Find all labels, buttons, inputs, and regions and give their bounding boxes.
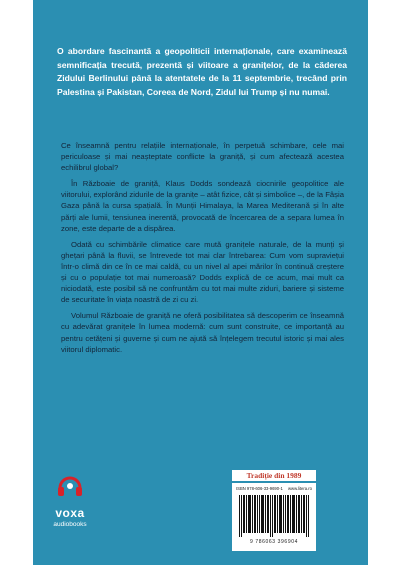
- publisher-subtitle: audiobooks: [53, 521, 87, 528]
- tradition-label: Tradiție din 1989: [232, 470, 316, 481]
- description-paragraph: Ce înseamnă pentru relațiile internaționale, în perpetuă schimbare, cele mai periculoase și mai neașteptate conflicte la graniță, și cum afectează acestea echilibrul global?: [61, 141, 344, 173]
- barcode-panel: [232, 483, 316, 551]
- description-paragraph: Volumul Războaie de graniță ne oferă posibilitatea să descoperim ce înseamnă cu adevărat granițele în lumea modernă: cum sunt construite, ce importanță au pentru cetățeni și guverne și cum ne ajută să înțelegem trecutul istoric și mai ales viitorul diplomatic.: [61, 311, 344, 354]
- headphones-icon: [55, 470, 85, 500]
- isbn-line: [236, 486, 312, 491]
- description: [61, 140, 344, 360]
- barcode-graphic: [237, 495, 311, 537]
- publisher-name: voxa: [55, 506, 85, 520]
- description-paragraph: În Războaie de graniță, Klaus Dodds sondează ciocnirile geopolitice ale viitorului, explorând zidurile de la granițe – atât fizice, cât și simbolice –, de la Fâșia Gaza până la cursa spațială. În Munții Himalaya, la Marea Mediterană și în alte părți ale lumii, tensiunea inerentă, provocată de încercarea de a separa lumea în zone, este departe de a dispărea.: [61, 179, 344, 233]
- barcode-digits: 9 786063 396904: [250, 539, 298, 545]
- publisher-logo: [42, 458, 98, 548]
- teaser-text: O abordare fascinantă a geopoliticii internaționale, care examinează semnificația trecută, prezentă și viitoare a granițelor, de la căderea Zidului Berlinului până la atentatele de la 11 septembrie, trecând prin Palestina și Pakistan, Coreea de Nord, Zidul lui Trump și nu numai.: [57, 46, 347, 97]
- isbn-text: ISBN 978-606-33-9690-1: [236, 486, 283, 491]
- description-paragraph: Odată cu schimbările climatice care mută granițele naturale, de la munți și ghețari până la fluvii, se întrevede tot mai clar întrebarea: Cum vom supraviețui într-o climă din ce în ce mai caldă, cu un nivel al apei mărilor în continuă creștere și cu o populație tot mai numeroasă? Dodds explică de ce acum, mai mult ca niciodată, este posibil să ne confruntăm cu tot mai multe ziduri, bariere și sisteme de securitate în viața noastră de zi cu zi.: [61, 239, 344, 305]
- website-text: www.litera.ro: [288, 486, 312, 491]
